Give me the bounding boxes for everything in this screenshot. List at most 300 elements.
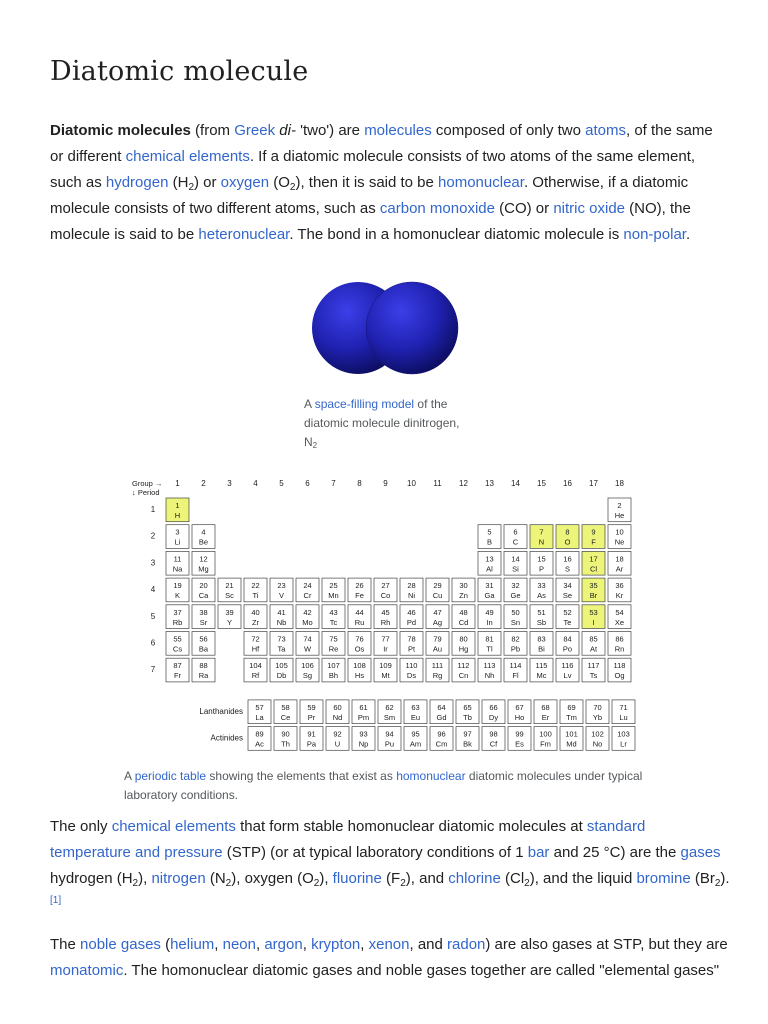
- group-number: 12: [459, 479, 468, 488]
- figure1-caption: A space-filling model of the diatomic molecule dinitrogen, $N_2$: [304, 397, 460, 450]
- link-non-polar[interactable]: non-polar: [623, 226, 686, 243]
- element-symbol: P: [538, 564, 545, 574]
- element-symbol: B: [486, 537, 493, 547]
- element-cell-b: [478, 525, 501, 549]
- atomic-number: 16: [563, 554, 572, 564]
- element-cell-ti: [244, 578, 267, 602]
- element-cell-fr: [166, 658, 189, 682]
- link-helium[interactable]: helium: [170, 936, 215, 953]
- atomic-number: 23: [277, 581, 286, 591]
- group-number: 10: [407, 479, 416, 488]
- element-cell-kr: [608, 578, 631, 602]
- element-cell-am: [404, 727, 427, 751]
- element-cell-rn: [608, 632, 631, 656]
- link-neon[interactable]: neon: [222, 936, 256, 953]
- atomic-number: 49: [485, 607, 494, 617]
- element-symbol: Hf: [251, 644, 260, 654]
- element-cell-hf: [244, 632, 267, 656]
- atomic-number: 113: [483, 661, 496, 671]
- element-symbol: Lu: [619, 712, 628, 722]
- element-cell-cm: [430, 727, 453, 751]
- atomic-number: 93: [359, 729, 368, 739]
- element-symbol: Pr: [307, 712, 316, 722]
- element-cell-cn: [452, 658, 475, 682]
- element-symbol: F: [591, 537, 596, 547]
- atomic-number: 111: [431, 661, 444, 671]
- element-cell-se: [556, 578, 579, 602]
- element-cell-pt: [400, 632, 423, 656]
- element-symbol: Er: [541, 712, 550, 722]
- atomic-number: 63: [411, 702, 420, 712]
- atomic-number: 118: [613, 661, 626, 671]
- period-axis-label: ↓ Period: [132, 488, 160, 497]
- atomic-number: 11: [173, 554, 182, 564]
- element-cell-u: [326, 727, 349, 751]
- link-fluorine[interactable]: fluorine: [332, 870, 382, 887]
- atomic-number: 103: [617, 729, 630, 739]
- element-symbol: Cu: [432, 591, 443, 601]
- element-cell-o: [556, 525, 579, 549]
- element-cell-ds: [400, 658, 423, 682]
- atomic-number: 13: [485, 554, 494, 564]
- element-symbol: Md: [566, 739, 577, 749]
- element-symbol: In: [486, 617, 493, 627]
- atomic-number: 102: [591, 729, 604, 739]
- element-cell-nd: [326, 700, 349, 724]
- link-nitrogen[interactable]: nitrogen: [151, 870, 206, 887]
- atomic-number: 28: [407, 581, 416, 591]
- element-symbol: Pd: [406, 617, 417, 627]
- element-symbol: Ra: [198, 671, 209, 681]
- element-symbol: O: [564, 537, 571, 547]
- element-cell-sb: [530, 605, 553, 629]
- atomic-number: 60: [333, 702, 342, 712]
- element-symbol: Cd: [458, 617, 469, 627]
- atomic-number: 36: [615, 581, 624, 591]
- lanthanides-label: Lanthanides: [199, 706, 243, 716]
- element-cell-ce: [274, 700, 297, 724]
- element-symbol: Sg: [302, 671, 313, 681]
- atomic-number: 34: [563, 581, 572, 591]
- element-symbol: Og: [614, 671, 625, 681]
- element-cell-ir: [374, 632, 397, 656]
- element-cell-er: [534, 700, 557, 724]
- element-cell-as: [530, 578, 553, 602]
- atomic-number: 29: [433, 581, 442, 591]
- element-symbol: Y: [226, 617, 233, 627]
- element-symbol: Cr: [303, 591, 312, 601]
- element-symbol: Be: [198, 537, 209, 547]
- element-cell-si: [504, 551, 527, 575]
- atomic-number: 94: [385, 729, 394, 739]
- element-cell-te: [556, 605, 579, 629]
- element-symbol: Np: [358, 739, 369, 749]
- atomic-number: 26: [355, 581, 364, 591]
- link-chemical-elements[interactable]: chemical elements: [125, 148, 250, 165]
- group-number: 8: [357, 479, 362, 488]
- element-symbol: Cs: [172, 644, 183, 654]
- element-symbol: Ni: [407, 591, 416, 601]
- element-symbol: Dy: [488, 712, 499, 722]
- element-symbol: Ne: [614, 537, 625, 547]
- atomic-number: 67: [515, 702, 524, 712]
- atomic-number: 99: [515, 729, 524, 739]
- atomic-number: 19: [173, 581, 182, 591]
- atomic-number: 59: [307, 702, 316, 712]
- element-cell-ga: [478, 578, 501, 602]
- element-symbol: Ge: [510, 591, 521, 601]
- element-symbol: He: [614, 511, 625, 520]
- element-symbol: K: [174, 591, 181, 601]
- atomic-number: 98: [489, 729, 498, 739]
- link-homonuclear-caption[interactable]: homonuclear: [396, 769, 466, 783]
- element-symbol: Fr: [173, 671, 182, 681]
- element-symbol: Nb: [276, 617, 287, 627]
- atomic-number: 6: [513, 527, 518, 537]
- link-periodic-table[interactable]: periodic table: [134, 769, 207, 783]
- atomic-number: 83: [537, 634, 546, 644]
- element-cell-fl: [504, 658, 527, 682]
- element-symbol: H: [174, 511, 181, 520]
- atomic-number: 55: [173, 634, 182, 644]
- atomic-number: 71: [619, 702, 628, 712]
- link-gases[interactable]: gases: [680, 844, 721, 861]
- element-symbol: Sr: [199, 617, 208, 627]
- element-cell-cl: [582, 551, 605, 575]
- atomic-number: 62: [385, 702, 394, 712]
- atomic-number: 38: [199, 607, 208, 617]
- element-symbol: Rg: [432, 671, 443, 681]
- atomic-number: 47: [433, 607, 442, 617]
- element-cell-la: [248, 700, 271, 724]
- link-hydrogen[interactable]: hydrogen: [105, 174, 169, 191]
- atomic-number: 20: [199, 581, 208, 591]
- element-cell-pu: [378, 727, 401, 751]
- link-standard-temperature-and-pressure[interactable]: standard temperature and pressure: [50, 818, 646, 861]
- element-symbol: N: [538, 537, 545, 547]
- element-cell-h: [166, 498, 189, 522]
- element-symbol: Nd: [332, 712, 343, 722]
- element-symbol: Ce: [280, 712, 291, 722]
- element-cell-tl: [478, 632, 501, 656]
- atomic-number: 5: [487, 527, 492, 537]
- atomic-number: 58: [281, 702, 290, 712]
- element-cell-ni: [400, 578, 423, 602]
- link-nitric-oxide[interactable]: nitric oxide: [553, 200, 626, 217]
- periodic-table-image[interactable]: [128, 474, 638, 754]
- element-cell-sg: [296, 658, 319, 682]
- atomic-number: 12: [199, 554, 208, 564]
- element-symbol: Br: [589, 591, 598, 601]
- atomic-number: 10: [615, 527, 624, 537]
- element-cell-og: [608, 658, 631, 682]
- group-number: 6: [305, 479, 310, 488]
- link-molecules[interactable]: molecules: [364, 122, 432, 139]
- link-argon[interactable]: argon: [264, 936, 303, 953]
- element-cell-v: [270, 578, 293, 602]
- element-cell-fm: [534, 727, 557, 751]
- element-symbol: Ts: [589, 671, 598, 681]
- element-symbol: Gd: [436, 712, 447, 722]
- link-bar[interactable]: bar: [527, 844, 550, 861]
- element-cell-pd: [400, 605, 423, 629]
- atomic-number: 4: [201, 527, 206, 537]
- element-symbol: Tl: [486, 644, 493, 654]
- atomic-number: 51: [537, 607, 546, 617]
- element-cell-md: [560, 727, 583, 751]
- element-cell-in: [478, 605, 501, 629]
- element-symbol: Na: [172, 564, 183, 574]
- group-number: 2: [201, 479, 206, 488]
- element-symbol: Th: [281, 739, 290, 749]
- element-symbol: Ta: [277, 644, 286, 654]
- element-cell-sn: [504, 605, 527, 629]
- group-number: 1: [175, 479, 180, 488]
- element-symbol: Po: [562, 644, 573, 654]
- element-symbol: Ho: [514, 712, 525, 722]
- atomic-number: 75: [329, 634, 338, 644]
- element-cell-al: [478, 551, 501, 575]
- link-monatomic[interactable]: monatomic: [50, 962, 124, 979]
- atomic-number: 24: [303, 581, 312, 591]
- element-symbol: Xe: [614, 617, 625, 627]
- element-cell-mo: [296, 605, 319, 629]
- atomic-number: 3: [175, 527, 180, 537]
- element-symbol: Cl: [589, 564, 598, 574]
- atomic-number: 65: [463, 702, 472, 712]
- element-cell-ar: [608, 551, 631, 575]
- element-cell-p: [530, 551, 553, 575]
- link-carbon-monoxide[interactable]: carbon monoxide: [379, 200, 495, 217]
- element-cell-ag: [426, 605, 449, 629]
- element-symbol: Fe: [355, 591, 364, 601]
- element-cell-co: [374, 578, 397, 602]
- element-cell-po: [556, 632, 579, 656]
- element-symbol: Bk: [463, 739, 472, 749]
- element-symbol: Fl: [512, 671, 519, 681]
- link-heteronuclear[interactable]: heteronuclear: [198, 226, 290, 243]
- element-symbol: La: [255, 712, 264, 722]
- atomic-number: 73: [277, 634, 286, 644]
- element-symbol: Rf: [251, 671, 260, 681]
- atomic-number: 96: [437, 729, 446, 739]
- element-symbol: Ds: [406, 671, 417, 681]
- atomic-number: 48: [459, 607, 468, 617]
- atomic-number: 35: [589, 581, 598, 591]
- element-symbol: Hg: [458, 644, 469, 654]
- atomic-number: 31: [485, 581, 494, 591]
- element-symbol: Lr: [620, 739, 627, 749]
- element-cell-zr: [244, 605, 267, 629]
- atomic-number: 74: [303, 634, 312, 644]
- atomic-number: 116: [561, 661, 574, 671]
- element-cell-i: [582, 605, 605, 629]
- atomic-number: 81: [485, 634, 494, 644]
- element-cell-ge: [504, 578, 527, 602]
- element-symbol: Sm: [383, 712, 396, 722]
- element-cell-mg: [192, 551, 215, 575]
- element-symbol: Ag: [432, 617, 443, 627]
- element-symbol: Mn: [328, 591, 339, 601]
- element-cell-sm: [378, 700, 401, 724]
- intro-paragraph: Diatomic molecules (from Greek di- 'two') are molecules composed of only two atoms, of the same or different chemical elements. If a diatomic molecule consists of two atoms of the same element, such as hydrogen $(H_2)$ or oxygen $(O_2)$, then it is said to be homonuclear. Otherwise, if a diatomic molecule consists of two different atoms, such as carbon monoxide (CO) or nitric oxide (NO), the molecule is said to be heteronuclear. The bond in a homonuclear diatomic molecule is non-polar.: [50, 122, 713, 243]
- atomic-number: 84: [563, 634, 572, 644]
- element-cell-es: [508, 727, 531, 751]
- element-cell-nh: [478, 658, 501, 682]
- link-oxygen[interactable]: oxygen: [220, 174, 270, 191]
- element-symbol: Co: [380, 591, 391, 601]
- atomic-number: 88: [199, 661, 208, 671]
- element-cell-ca: [192, 578, 215, 602]
- atomic-number: 115: [535, 661, 548, 671]
- element-symbol: Re: [328, 644, 339, 654]
- element-cell-nb: [270, 605, 293, 629]
- element-cell-rb: [166, 605, 189, 629]
- atomic-number: 78: [407, 634, 416, 644]
- group-number: 5: [279, 479, 284, 488]
- link-bromine[interactable]: bromine: [636, 870, 691, 887]
- element-symbol: Nh: [484, 671, 495, 681]
- element-symbol: W: [303, 644, 312, 654]
- element-cell-he: [608, 498, 631, 522]
- element-cell-lr: [612, 727, 635, 751]
- link-radon[interactable]: radon: [447, 936, 486, 953]
- element-cell-dy: [482, 700, 505, 724]
- element-cell-rh: [374, 605, 397, 629]
- element-symbol: Mg: [198, 564, 209, 574]
- atomic-number: 52: [563, 607, 572, 617]
- atomic-number: 53: [589, 607, 598, 617]
- element-cell-np: [352, 727, 375, 751]
- atomic-number: 108: [353, 661, 366, 671]
- atomic-number: 70: [593, 702, 602, 712]
- element-cell-os: [348, 632, 371, 656]
- element-symbol: Zn: [459, 591, 468, 601]
- element-symbol: Ca: [198, 591, 209, 601]
- element-symbol: Fm: [540, 739, 551, 749]
- element-symbol: Os: [354, 644, 365, 654]
- element-cell-yb: [586, 700, 609, 724]
- atomic-number: 114: [509, 661, 522, 671]
- group-number: 18: [615, 479, 624, 488]
- link-homonuclear[interactable]: homonuclear: [438, 174, 524, 191]
- bold-term: Diatomic molecules: [50, 122, 191, 139]
- atomic-number: 41: [277, 607, 286, 617]
- group-number: 9: [383, 479, 388, 488]
- element-cell-be: [192, 525, 215, 549]
- atomic-number: 90: [281, 729, 290, 739]
- element-cell-sc: [218, 578, 241, 602]
- element-cell-zn: [452, 578, 475, 602]
- atomic-number: 45: [381, 607, 390, 617]
- element-cell-ho: [508, 700, 531, 724]
- element-cell-rf: [244, 658, 267, 682]
- element-symbol: Tb: [463, 712, 472, 722]
- element-symbol: Pt: [407, 644, 416, 654]
- link-greek[interactable]: Greek: [234, 122, 276, 139]
- element-cell-bi: [530, 632, 553, 656]
- element-symbol: Eu: [410, 712, 421, 722]
- atomic-number: 25: [329, 581, 338, 591]
- link-xenon[interactable]: xenon: [368, 936, 410, 953]
- period-number: 2: [150, 531, 156, 541]
- link-chlorine[interactable]: chlorine: [448, 870, 501, 887]
- link-chemical-elements-2[interactable]: chemical elements: [111, 818, 236, 835]
- atomic-number: 44: [355, 607, 364, 617]
- element-cell-br: [582, 578, 605, 602]
- group-number: 16: [563, 479, 572, 488]
- group-number: 11: [433, 479, 442, 488]
- element-cell-hs: [348, 658, 371, 682]
- atomic-number: 105: [275, 661, 288, 671]
- atomic-number: 39: [225, 607, 234, 617]
- element-cell-ta: [270, 632, 293, 656]
- element-cell-eu: [404, 700, 427, 724]
- element-symbol: Bi: [538, 644, 545, 654]
- element-symbol: Mc: [536, 671, 547, 681]
- link-space-filling-model[interactable]: space-filling model: [314, 397, 415, 411]
- element-symbol: Mt: [381, 671, 390, 681]
- atomic-number: 76: [355, 634, 364, 644]
- atomic-number: 2: [617, 501, 622, 510]
- element-symbol: U: [334, 739, 341, 749]
- element-symbol: Rb: [172, 617, 183, 627]
- atomic-number: 56: [199, 634, 208, 644]
- noble-gases-paragraph: The noble gases (helium, neon, argon, krypton, xenon, and radon) are also gases at STP, but they are monatomic. The homonuclear diatomic gases and noble gases together are called "elemental gases": [50, 936, 728, 979]
- element-cell-f: [582, 525, 605, 549]
- element-symbol: S: [564, 564, 571, 574]
- element-cell-pb: [504, 632, 527, 656]
- link-noble-gases[interactable]: noble gases: [80, 936, 161, 953]
- element-symbol: Ga: [484, 591, 495, 601]
- atomic-number: 117: [587, 661, 600, 671]
- period-number: 4: [150, 585, 156, 595]
- dinitrogen-space-filling-image[interactable]: [310, 270, 462, 386]
- element-symbol: Sc: [225, 591, 234, 601]
- atomic-number: 50: [511, 607, 520, 617]
- atomic-number: 9: [591, 527, 596, 537]
- element-cell-tb: [456, 700, 479, 724]
- element-cell-n: [530, 525, 553, 549]
- element-cell-hg: [452, 632, 475, 656]
- element-cell-y: [218, 605, 241, 629]
- figure2-caption: A periodic table showing the elements that exist as homonuclear diatomic molecules under typical laboratory conditions.: [124, 769, 643, 802]
- reference-link-1[interactable]: [1]: [50, 895, 62, 906]
- group-number: 15: [537, 479, 546, 488]
- link-atoms[interactable]: atoms: [585, 122, 626, 139]
- atomic-number: 8: [565, 527, 570, 537]
- element-symbol: No: [592, 739, 603, 749]
- element-symbol: Te: [563, 617, 572, 627]
- link-krypton[interactable]: krypton: [311, 936, 361, 953]
- atomic-number: 54: [615, 607, 624, 617]
- atomic-number: 112: [457, 661, 470, 671]
- element-symbol: Ar: [615, 564, 624, 574]
- atomic-number: 14: [511, 554, 520, 564]
- element-symbol: Rh: [380, 617, 391, 627]
- element-cell-ba: [192, 632, 215, 656]
- element-symbol: Rn: [614, 644, 625, 654]
- element-symbol: Lv: [563, 671, 572, 681]
- element-cell-au: [426, 632, 449, 656]
- element-cell-fe: [348, 578, 371, 602]
- atomic-number: 1: [175, 501, 180, 510]
- atomic-number: 46: [407, 607, 416, 617]
- atomic-number: 104: [249, 661, 262, 671]
- element-cell-lu: [612, 700, 635, 724]
- group-number: 14: [511, 479, 520, 488]
- element-cell-pm: [352, 700, 375, 724]
